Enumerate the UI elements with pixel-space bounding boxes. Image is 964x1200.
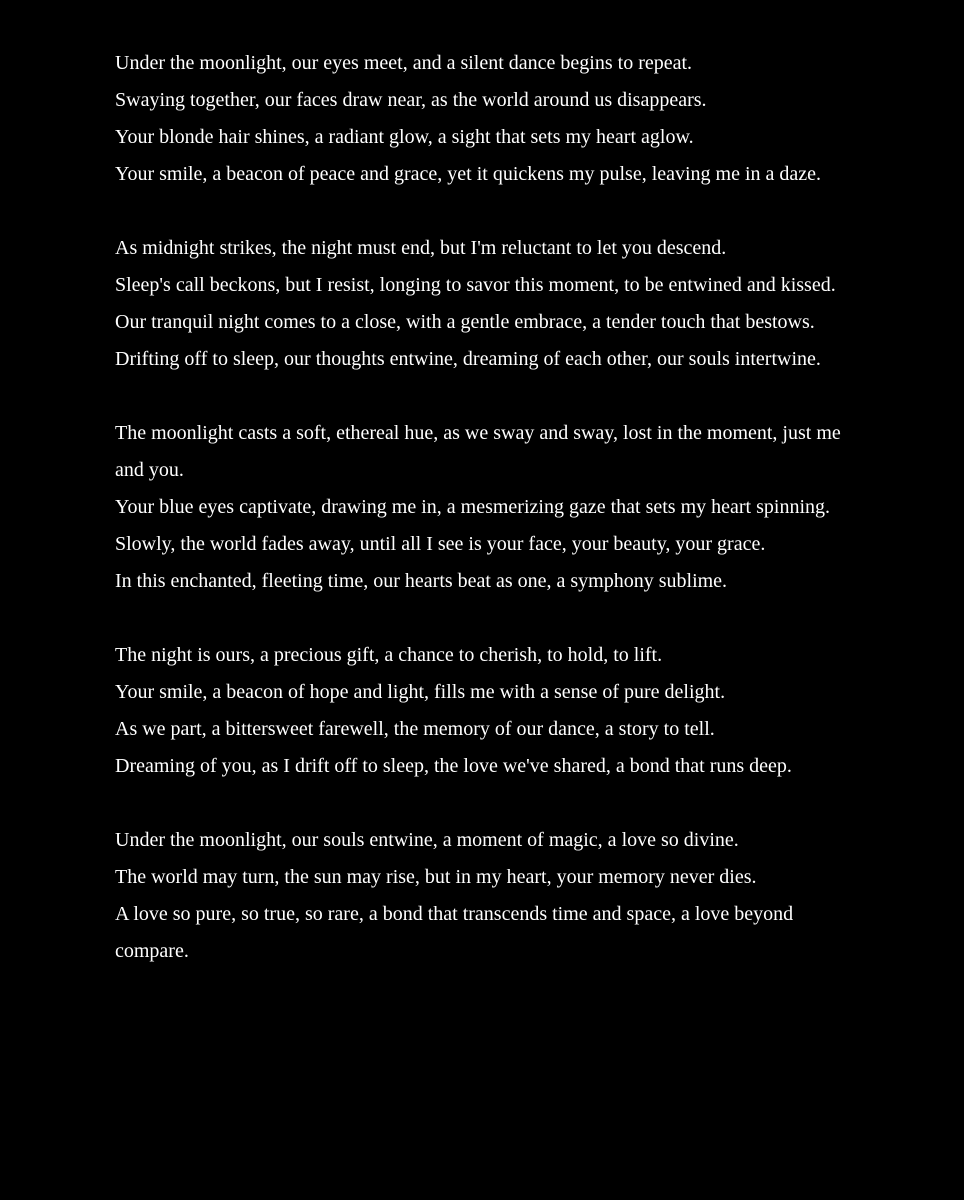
poem-line: Your smile, a beacon of peace and grace, yet it quickens my pulse, leaving me in a daze. xyxy=(115,163,822,185)
poem-line: Slowly, the world fades away, until all I see is your face, your beauty, your grace. xyxy=(115,533,766,555)
stanza-1 xyxy=(115,45,850,193)
poem-line: Under the moonlight, our souls entwine, a moment of magic, a love so divine. xyxy=(115,829,739,851)
poem-body xyxy=(115,45,850,970)
stanza-2 xyxy=(115,230,850,378)
poem-line: Swaying together, our faces draw near, as the world around us disappears. xyxy=(115,89,707,111)
poem-line: Your smile, a beacon of hope and light, fills me with a sense of pure delight. xyxy=(115,681,726,703)
poem-line: A love so pure, so true, so rare, a bond that transcends time and space, a love beyond compare. xyxy=(115,903,794,962)
stanza-3 xyxy=(115,415,850,600)
poem-line: The moonlight casts a soft, ethereal hue, as we sway and sway, lost in the moment, just me and you. xyxy=(115,422,841,481)
poem-line: Dreaming of you, as I drift off to sleep, the love we've shared, a bond that runs deep. xyxy=(115,755,792,777)
poem-line: Drifting off to sleep, our thoughts entwine, dreaming of each other, our souls intertwine. xyxy=(115,348,821,370)
poem-line: Your blonde hair shines, a radiant glow, a sight that sets my heart aglow. xyxy=(115,126,694,148)
poem-line: As midnight strikes, the night must end, but I'm reluctant to let you descend. xyxy=(115,237,727,259)
poem-line: As we part, a bittersweet farewell, the memory of our dance, a story to tell. xyxy=(115,718,715,740)
stanza-5 xyxy=(115,822,850,970)
poem-line: The world may turn, the sun may rise, but in my heart, your memory never dies. xyxy=(115,866,757,888)
poem-line: Sleep's call beckons, but I resist, longing to savor this moment, to be entwined and kissed. xyxy=(115,274,836,296)
poem-line: Your blue eyes captivate, drawing me in, a mesmerizing gaze that sets my heart spinning. xyxy=(115,496,830,518)
poem-line: The night is ours, a precious gift, a chance to cherish, to hold, to lift. xyxy=(115,644,663,666)
poem-line: Under the moonlight, our eyes meet, and a silent dance begins to repeat. xyxy=(115,52,693,74)
poem-line: In this enchanted, fleeting time, our hearts beat as one, a symphony sublime. xyxy=(115,570,728,592)
poem-line: Our tranquil night comes to a close, with a gentle embrace, a tender touch that bestows. xyxy=(115,311,815,333)
stanza-4 xyxy=(115,637,850,785)
